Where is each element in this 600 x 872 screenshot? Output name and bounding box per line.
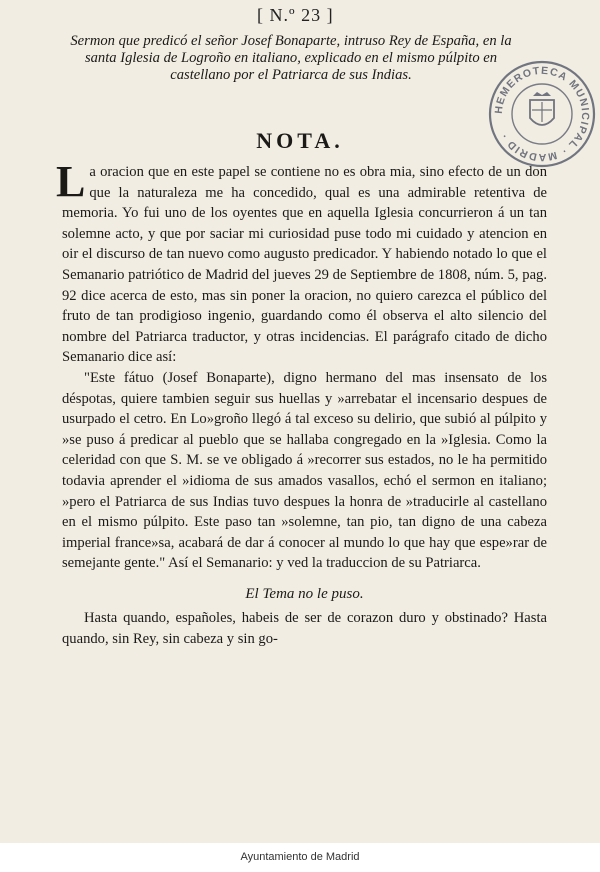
intro-paragraph xyxy=(56,157,547,368)
nota-heading: NOTA. xyxy=(256,128,344,153)
archive-number-mark: [ N.º 23 ] xyxy=(257,5,334,25)
tema-heading: El Tema no le puso. xyxy=(245,585,364,602)
coat-of-arms-icon xyxy=(530,92,554,125)
document-body xyxy=(56,157,547,650)
stamp-ring-text: HEMEROTECA MUNICIPAL · MADRID · xyxy=(492,64,592,164)
intro-text: a oracion que en este papel se contiene no es obra mia, sino efecto de un don que la naturaleza me ha concedido, qual es una admirable retentiva de memoria. Yo fui uno de los oyentes que en aquella Iglesia concurrieron á un tan solemne acto, y que por saciar mi curiosidad puse todo mi cuidado y atencion en oir el discurso de tan nuevo como augusto predicador. Y habiendo notado lo que el Semanario patriótico de Madrid del jueves 29 de Septiembre de 1808, núm. 5, pag. 92 dice acerca de esto, mas sin poner la oracion, no quiero carezca el público del fruto de tan prodigioso ingenio, guardando como él observa el alto silencio del nombre del Patriarca traductor, y otras incidencias. El parágrafo citado de dicho Semanario dice así: xyxy=(62,164,547,366)
semanario-quote: "Este fátuo (Josef Bonaparte), digno hermano del mas insensato de los déspotas, quiere tambien seguir sus huellas y »arrebatar el incensario despues de usurpado el cetro. En Lo»groño llegó á tal exceso su delirio, que subió al púlpito y »se puso á predicar al pueblo que se hallaba congregado en la »Iglesia. Como la celeridad con que S. M. se ve obligado á »recorrer sus estados, no le ha permitido todavia aprender el »idioma de sus amados vasallos, echó el sermon en italiano; »pero el Patriarca de sus Indias tuvo despues la honra de »traducirle al castellano en el mismo púlpito. Este paso tan »solemne, tan pio, tan digno de una cabeza imperial france»sa, acabará de dar á conocer al mundo lo que hay que espe»rar de semejante gente." Así el Semanario: y ved la traduccion de su Patriarca. xyxy=(62,369,547,572)
sermon-title: Sermon que predicó el señor Josef Bonaparte, intruso Rey de España, en la santa Iglesia de Logroño en italiano, explicado en el mismo púlpito en castellano por el Patriarca de sus Indias. xyxy=(70,33,512,84)
footer-credit: Ayuntamiento de Madrid xyxy=(0,843,600,872)
drop-cap: L xyxy=(56,157,86,206)
closing-paragraph: Hasta quando, españoles, habeis de ser de corazon duro y obstinado? Hasta quando, sin Rey, sin cabeza y sin go- xyxy=(62,610,547,648)
